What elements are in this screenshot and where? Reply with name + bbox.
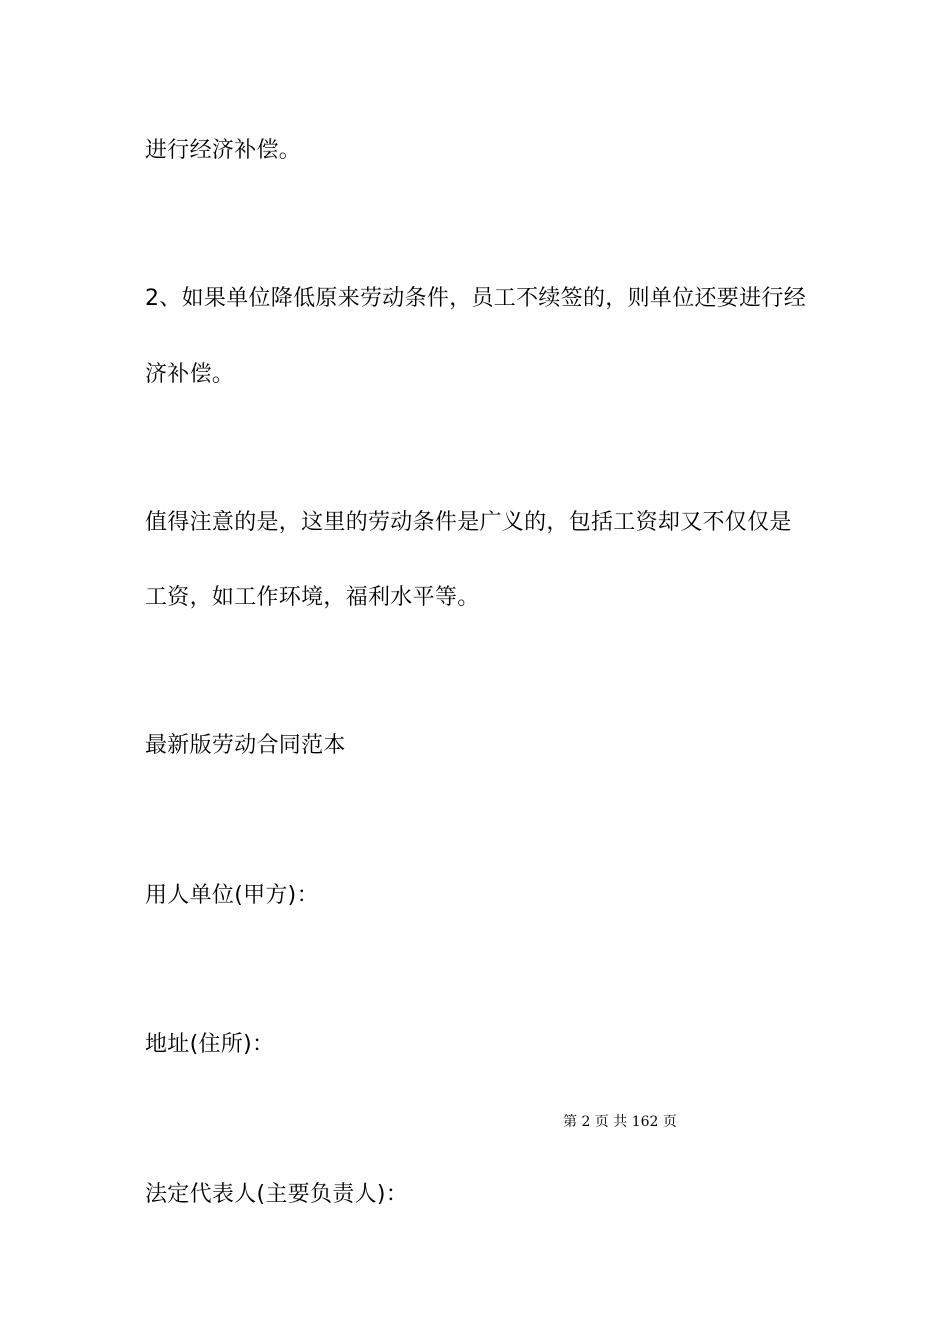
contract-title: 最新版劳动合同范本 [145,733,346,758]
paragraph-line-4: 值得注意的是，这里的劳动条件是广义的，包括工资却又不仅仅是 [145,510,792,535]
employer-label: 用人单位(甲方)： [145,883,319,908]
page-footer: 第 2 页 共 162 页 [563,1114,677,1130]
address-label: 地址(住所)： [145,1032,275,1057]
legal-representative-label: 法定代表人(主要负责人)： [145,1182,409,1207]
paragraph-line-3: 济补偿。 [145,362,235,387]
paragraph-line-1: 进行经济补偿。 [145,138,302,163]
paragraph-line-5: 工资，如工作环境，福利水平等。 [145,585,480,610]
paragraph-line-2: 2、如果单位降低原来劳动条件，员工不续签的，则单位还要进行经 [145,286,806,311]
